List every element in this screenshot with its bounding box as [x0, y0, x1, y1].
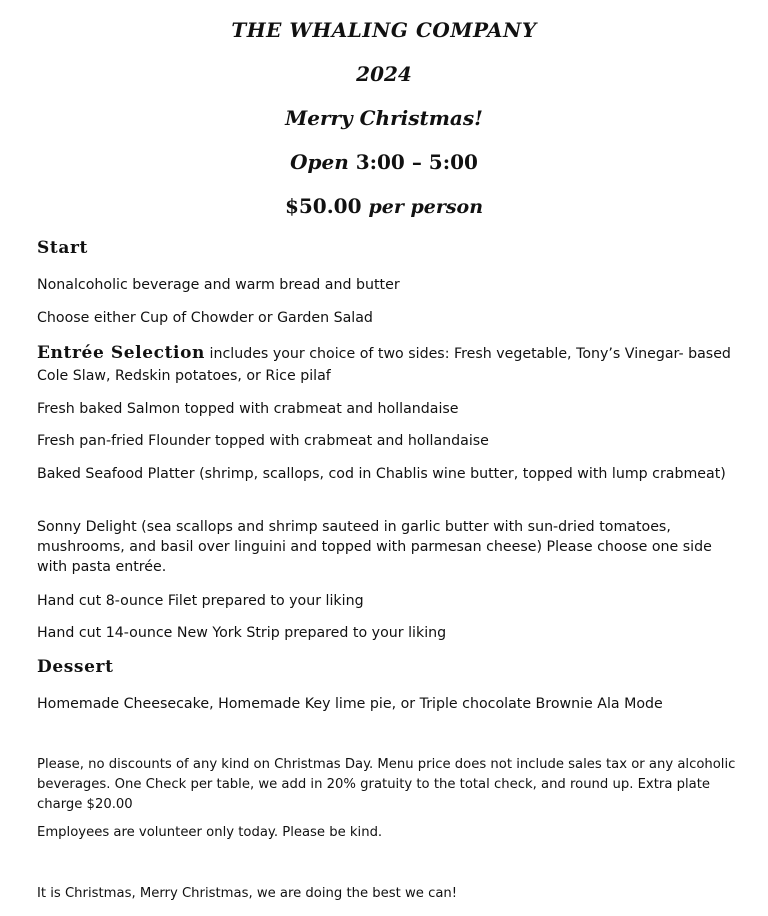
- entree-intro: [37, 342, 737, 387]
- restaurant-name: THE WHALING COMPANY: [231, 18, 537, 42]
- closing-note: It is Christmas, Merry Christmas, we are doing the best we can!: [37, 886, 458, 901]
- menu-item: Homemade Cheesecake, Homemade Key lime pie, or Triple chocolate Brownie Ala Mode: [37, 696, 663, 712]
- menu-item: Nonalcoholic beverage and warm bread and butter: [37, 277, 400, 293]
- menu-year: 2024: [356, 62, 412, 86]
- price-suffix: per person: [368, 196, 484, 218]
- menu-item: Fresh pan-fried Flounder topped with crabmeat and hollandaise: [37, 433, 489, 449]
- section-heading-dessert: Dessert: [37, 657, 114, 677]
- price-value: $50.00: [284, 194, 362, 218]
- policy-note: Please, no discounts of any kind on Christmas Day. Menu price does not include sales tax or any alcoholic beverages. One Check per table, we add in 20% gratuity to the total check, and round up. Extra plate charge $20.00: [37, 757, 736, 812]
- menu-item: Hand cut 14-ounce New York Strip prepared to your liking: [37, 625, 447, 641]
- holiday-greeting: Merry Christmas!: [285, 106, 483, 130]
- hours-value: 3:00 – 5:00: [355, 150, 478, 174]
- menu-item: Choose either Cup of Chowder or Garden Salad: [37, 310, 373, 326]
- menu-item: Sonny Delight (sea scallops and shrimp sauteed in garlic butter with sun-dried tomatoes, mushrooms, and basil over linguini and topped with parmesan cheese) Please choose one side with pasta entrée.: [37, 519, 712, 575]
- entree-sides: includes your choice of two sides: Fresh vegetable, Tony’s Vinegar- based Cole Slaw, Redskin potatoes, or Rice pilaf: [37, 346, 731, 384]
- menu-price: [0, 194, 768, 218]
- opening-hours: [0, 150, 768, 174]
- section-heading-entree: Entrée Selection: [37, 343, 206, 363]
- hours-label: Open: [290, 150, 349, 174]
- section-heading-start: Start: [37, 238, 88, 258]
- menu-item: Baked Seafood Platter (shrimp, scallops, cod in Chablis wine butter, topped with lump crabmeat): [37, 466, 726, 482]
- menu-item: Hand cut 8-ounce Filet prepared to your liking: [37, 593, 364, 609]
- menu-item: Fresh baked Salmon topped with crabmeat and hollandaise: [37, 401, 459, 417]
- employees-note: Employees are volunteer only today. Please be kind.: [37, 825, 383, 840]
